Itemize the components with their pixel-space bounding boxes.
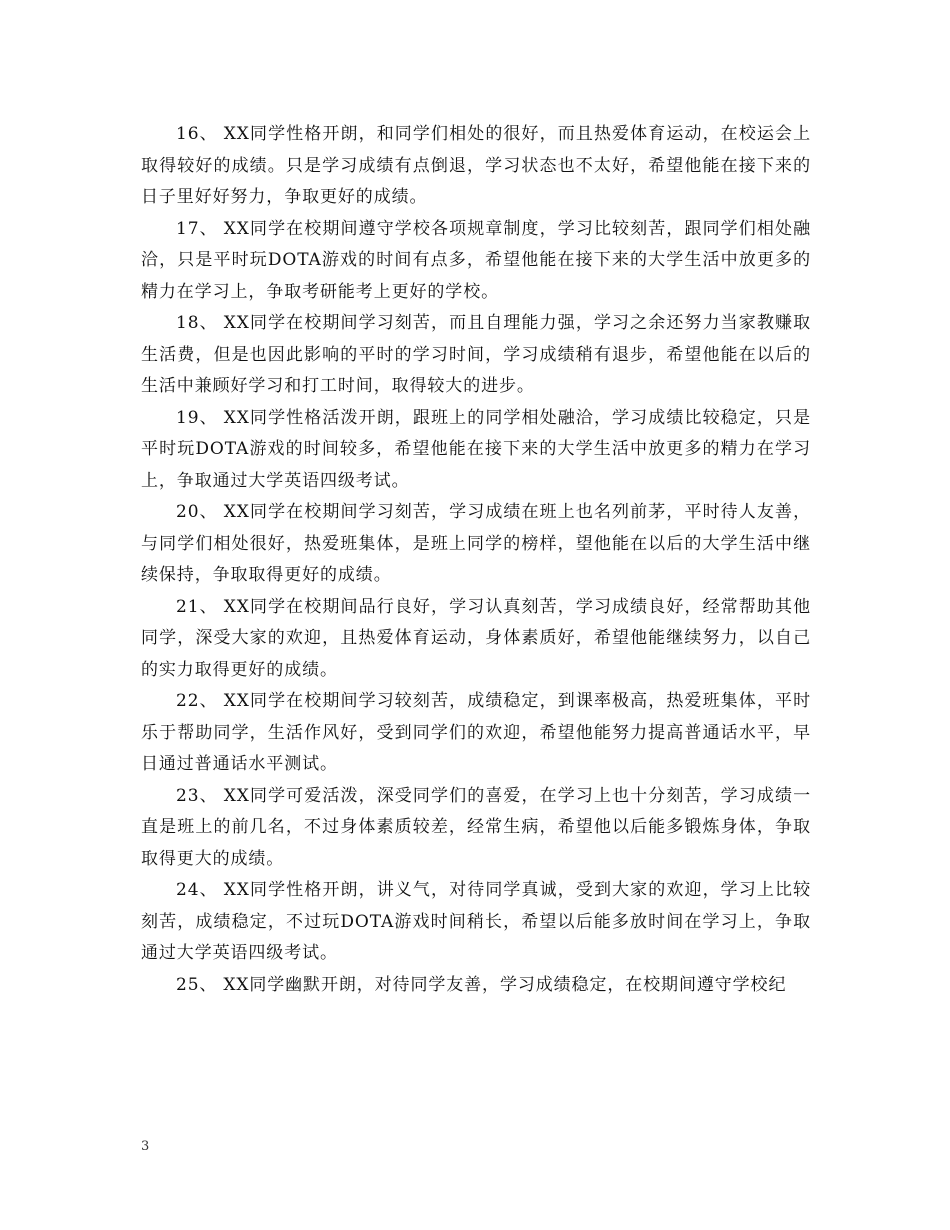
paragraph-number: 19、 [176, 407, 218, 428]
paragraph-text: XX同学性格活泼开朗，跟班上的同学相处融洽，学习成绩比较稳定，只是平时玩DOTA游戏的时间较多，希望他能在接下来的大学生活中放更多的精力在学习上，争取通过大学英语四级考试。 [141, 407, 811, 491]
paragraph-text: XX同学在校期间品行良好，学习认真刻苦，学习成绩良好，经常帮助其他同学，深受大家的欢迎，且热爱体育运动，身体素质好，希望他能继续努力，以自己的实力取得更好的成绩。 [141, 596, 811, 680]
comment-paragraph-22 [141, 686, 811, 781]
paragraph-number: 16、 [176, 124, 218, 144]
paragraph-number: 21、 [176, 596, 218, 617]
paragraph-number: 24、 [176, 880, 218, 900]
paragraph-number: 17、 [176, 218, 218, 239]
paragraph-text: XX同学在校期间学习刻苦，学习成绩在班上也名列前茅，平时待人友善，与同学们相处很好，热爱班集体，是班上同学的榜样，望他能在以后的大学生活中继续保持，争取取得更好的成绩。 [141, 502, 811, 585]
paragraph-text: XX同学幽默开朗，对待同学友善，学习成绩稳定，在校期间遵守学校纪 [223, 974, 787, 995]
paragraph-text: XX同学在校期间学习刻苦，而且自理能力强，学习之余还努力当家教赚取生活费，但是也因此影响的平时的学习时间，学习成绩稍有退步，希望他能在以后的生活中兼顾好学习和打工时间，取得较大的进步。 [141, 313, 811, 396]
comment-paragraph-25 [141, 970, 811, 1002]
paragraph-number: 18、 [176, 313, 218, 333]
paragraph-text: XX同学性格开朗，和同学们相处的很好，而且热爱体育运动，在校运会上取得较好的成绩。只是学习成绩有点倒退，学习状态也不太好，希望他能在接下来的日子里好好努力，争取更好的成绩。 [141, 124, 811, 207]
document-body [141, 119, 811, 1001]
comment-paragraph-21 [141, 592, 811, 687]
comment-paragraph-24 [141, 875, 811, 970]
comment-paragraph-17 [141, 214, 811, 309]
page-number: 3 [141, 1139, 150, 1154]
paragraph-text: XX同学性格开朗，讲义气，对待同学真诚，受到大家的欢迎，学习上比较刻苦，成绩稳定，不过玩DOTA游戏时间稍长，希望以后能多放时间在学习上，争取通过大学英语四级考试。 [141, 880, 811, 963]
paragraph-text: XX同学在校期间学习较刻苦，成绩稳定，到课率极高，热爱班集体，平时乐于帮助同学，生活作风好，受到同学们的欢迎，希望他能努力提高普通话水平，早日通过普通话水平测试。 [141, 691, 811, 774]
comment-paragraph-23 [141, 781, 811, 876]
comment-paragraph-16 [141, 119, 811, 214]
paragraph-text: XX同学可爱活泼，深受同学们的喜爱，在学习上也十分刻苦，学习成绩一直是班上的前几名，不过身体素质较差，经常生病，希望他以后能多锻炼身体，争取取得更大的成绩。 [141, 785, 811, 869]
comment-paragraph-18 [141, 308, 811, 403]
comment-paragraph-20 [141, 497, 811, 592]
comment-paragraph-19 [141, 403, 811, 498]
paragraph-number: 25、 [176, 974, 218, 995]
paragraph-number: 22、 [176, 691, 218, 711]
paragraph-text: XX同学在校期间遵守学校各项规章制度，学习比较刻苦，跟同学们相处融洽，只是平时玩DOTA游戏的时间有点多，希望他能在接下来的大学生活中放更多的精力在学习上，争取考研能考上更好的学校。 [141, 218, 811, 302]
paragraph-number: 20、 [176, 502, 218, 522]
paragraph-number: 23、 [176, 785, 218, 806]
